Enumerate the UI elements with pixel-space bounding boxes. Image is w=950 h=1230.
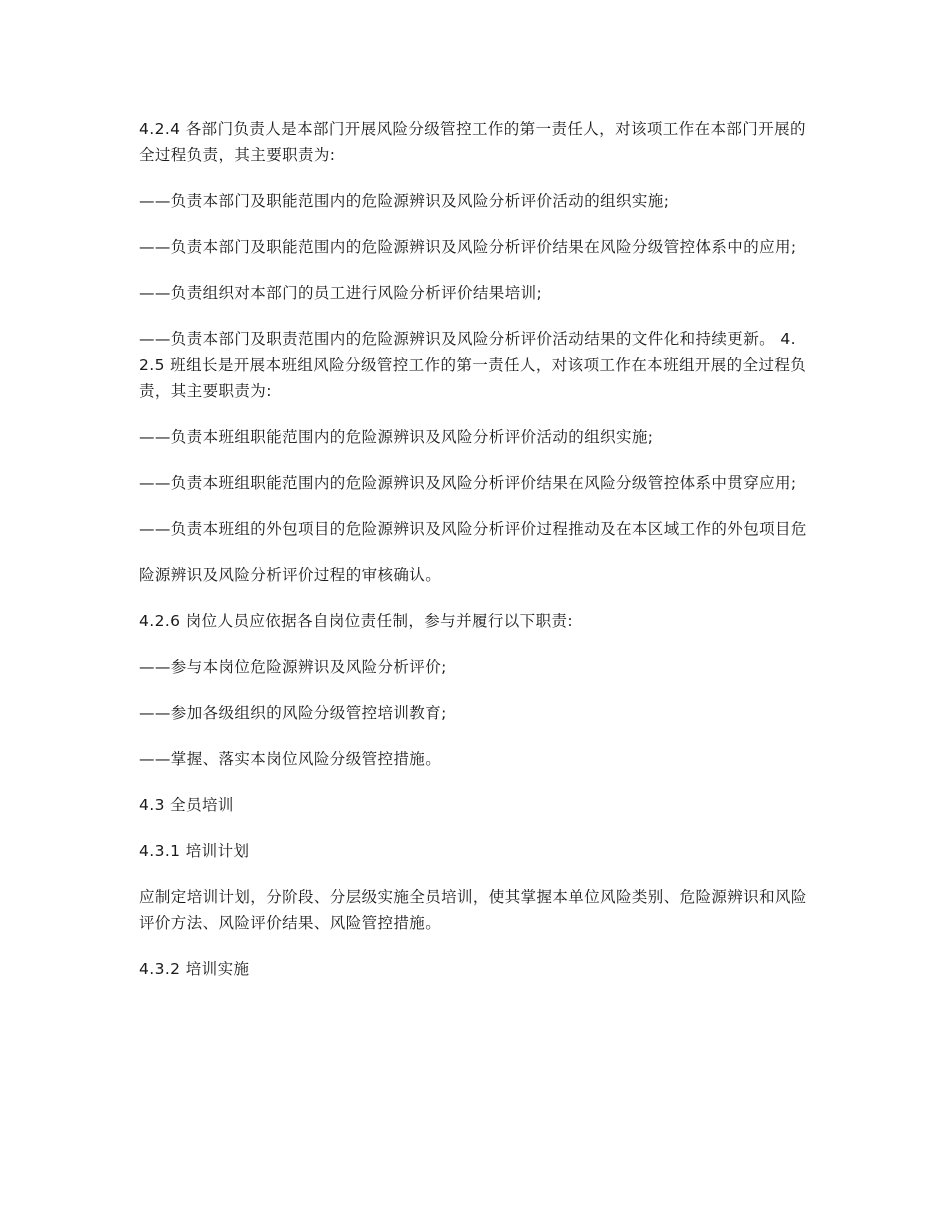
duty-item-continuation: 险源辨识及风险分析评价过程的审核确认。 xyxy=(139,566,442,584)
paragraph-4-2-5: ——负责本部门及职责范围内的危险源辨识及风险分析评价活动结果的文件化和持续更新。 4.2.5 班组长是开展本班组风险分级管控工作的第一责任人，对该项工作在本班组开展的全过程负责，其主要职责为: xyxy=(139,330,807,400)
duty-item: ——负责组织对本部门的员工进行风险分析评价结果培训; xyxy=(139,284,543,302)
section-heading-4-3-2: 4.3.2 培训实施 xyxy=(139,960,250,978)
section-heading-4-3-1: 4.3.1 培训计划 xyxy=(139,842,250,860)
duty-item: ——负责本班组职能范围内的危险源辨识及风险分析评价结果在风险分级管控体系中贯穿应用; xyxy=(139,474,797,492)
duty-item: ——参加各级组织的风险分级管控培训教育; xyxy=(139,704,447,722)
duty-item: ——掌握、落实本岗位风险分级管控措施。 xyxy=(139,750,442,768)
duty-item: ——参与本岗位危险源辨识及风险分析评价; xyxy=(139,658,447,676)
document-body xyxy=(139,116,807,1002)
paragraph-4-2-4: 4.2.4 各部门负责人是本部门开展风险分级管控工作的第一责任人，对该项工作在本部门开展的全过程负责，其主要职责为: xyxy=(139,120,806,164)
duty-item: ——负责本部门及职能范围内的危险源辨识及风险分析评价活动的组织实施; xyxy=(139,192,670,210)
duty-item: ——负责本班组的外包项目的危险源辨识及风险分析评价过程推动及在本区域工作的外包项目危 xyxy=(139,520,807,538)
training-plan-paragraph: 应制定培训计划，分阶段、分层级实施全员培训，使其掌握本单位风险类别、危险源辨识和风险评价方法、风险评价结果、风险管控措施。 xyxy=(139,888,807,932)
duty-item: ——负责本班组职能范围内的危险源辨识及风险分析评价活动的组织实施; xyxy=(139,428,654,446)
paragraph-4-2-6: 4.2.6 岗位人员应依据各自岗位责任制，参与并履行以下职责: xyxy=(139,612,573,630)
section-heading-4-3: 4.3 全员培训 xyxy=(139,796,234,814)
duty-item: ——负责本部门及职能范围内的危险源辨识及风险分析评价结果在风险分级管控体系中的应用; xyxy=(139,238,797,256)
